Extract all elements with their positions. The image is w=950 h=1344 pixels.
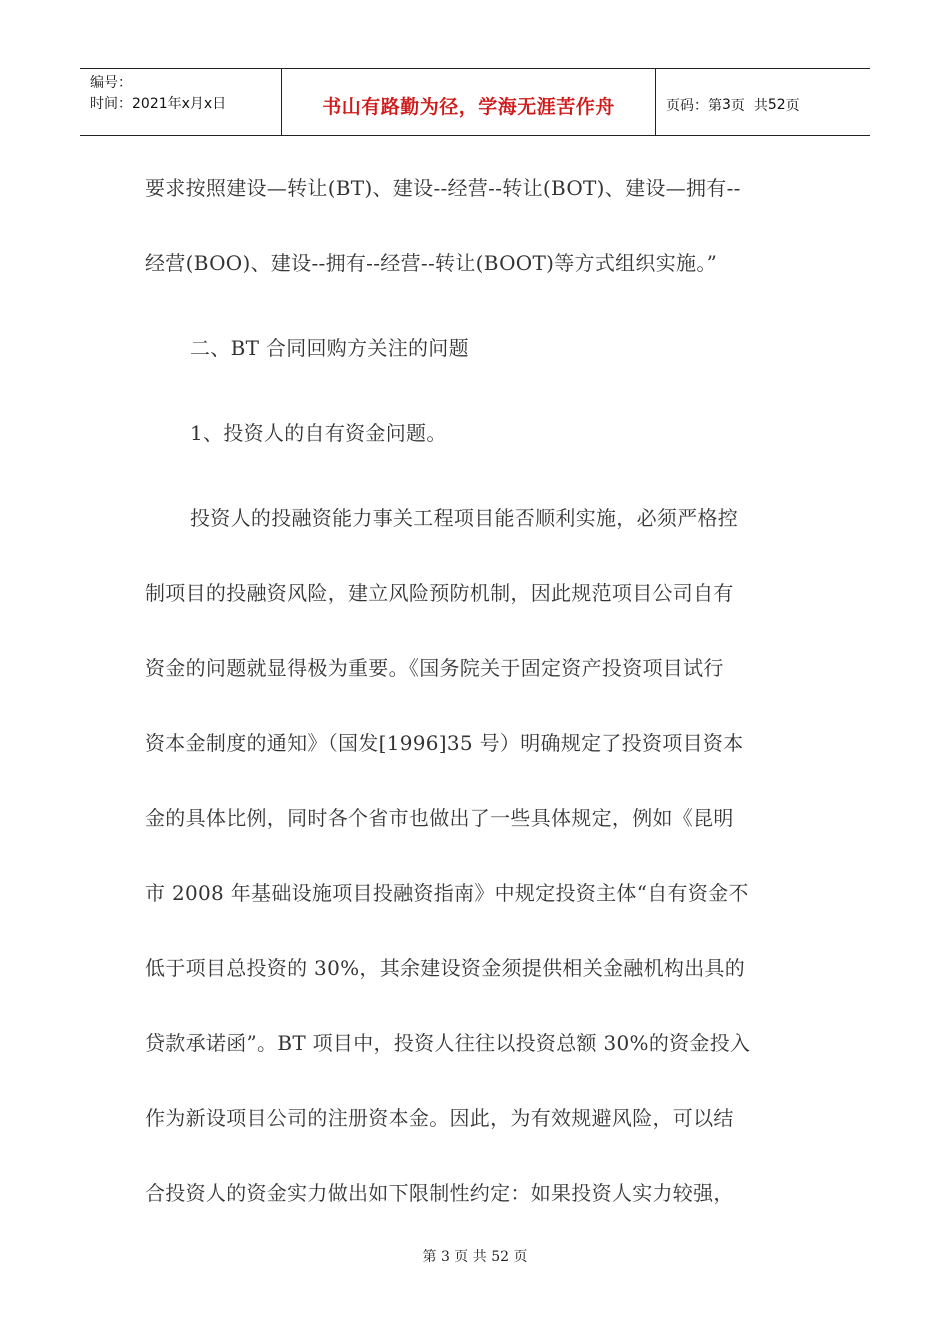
header-motto: 书山有路勤为径，学海无涯苦作舟 xyxy=(282,69,656,135)
body-line: 作为新设项目公司的注册资本金。因此，为有效规避风险，可以结 xyxy=(145,1106,734,1130)
header-meta xyxy=(80,69,282,135)
section-heading: 二、BT 合同回购方关注的问题 xyxy=(190,336,469,360)
page-mid: 页 共 xyxy=(730,98,768,114)
body-line: 合投资人的资金实力做出如下限制性约定：如果投资人实力较强， xyxy=(145,1181,734,1205)
body-line: 贷款承诺函”。BT 项目中，投资人往往以投资总额 30%的资金投入 xyxy=(145,1031,751,1055)
page-footer: 第 3 页 共 52 页 xyxy=(422,1249,528,1265)
page-prefix: 页码：第 xyxy=(666,98,722,114)
page-header xyxy=(80,68,870,136)
document-date-label: 时间：2021年x月x日 xyxy=(90,96,227,112)
subsection-heading: 1、投资人的自有资金问题。 xyxy=(190,421,447,445)
body-line: 金的具体比例，同时各个省市也做出了一些具体规定，例如《昆明 xyxy=(145,806,734,830)
body-line: 投资人的投融资能力事关工程项目能否顺利实施，必须严格控 xyxy=(190,506,739,530)
body-line: 要求按照建设—转让(BT)、建设--经营--转让(BOT)、建设—拥有-- xyxy=(145,176,741,200)
page-total: 52 xyxy=(767,97,786,113)
document-number-label: 编号： xyxy=(90,75,132,91)
body-line: 制项目的投融资风险，建立风险预防机制，因此规范项目公司自有 xyxy=(145,581,734,605)
body-line: 资金的问题就显得极为重要。《国务院关于固定资产投资项目试行 xyxy=(145,656,724,680)
page-current: 3 xyxy=(722,97,731,113)
header-page-number xyxy=(656,69,870,135)
body-line: 市 2008 年基础设施项目投融资指南》中规定投资主体“自有资金不 xyxy=(145,881,749,905)
body-line: 经营(BOO)、建设--拥有--经营--转让(BOOT)等方式组织实施。” xyxy=(145,251,718,275)
body-line: 低于项目总投资的 30%，其余建设资金须提供相关金融机构出具的 xyxy=(145,956,746,980)
body-line: 资本金制度的通知》（国发[1996]35 号）明确规定了投资项目资本 xyxy=(145,731,744,755)
page-suffix: 页 xyxy=(785,98,800,114)
